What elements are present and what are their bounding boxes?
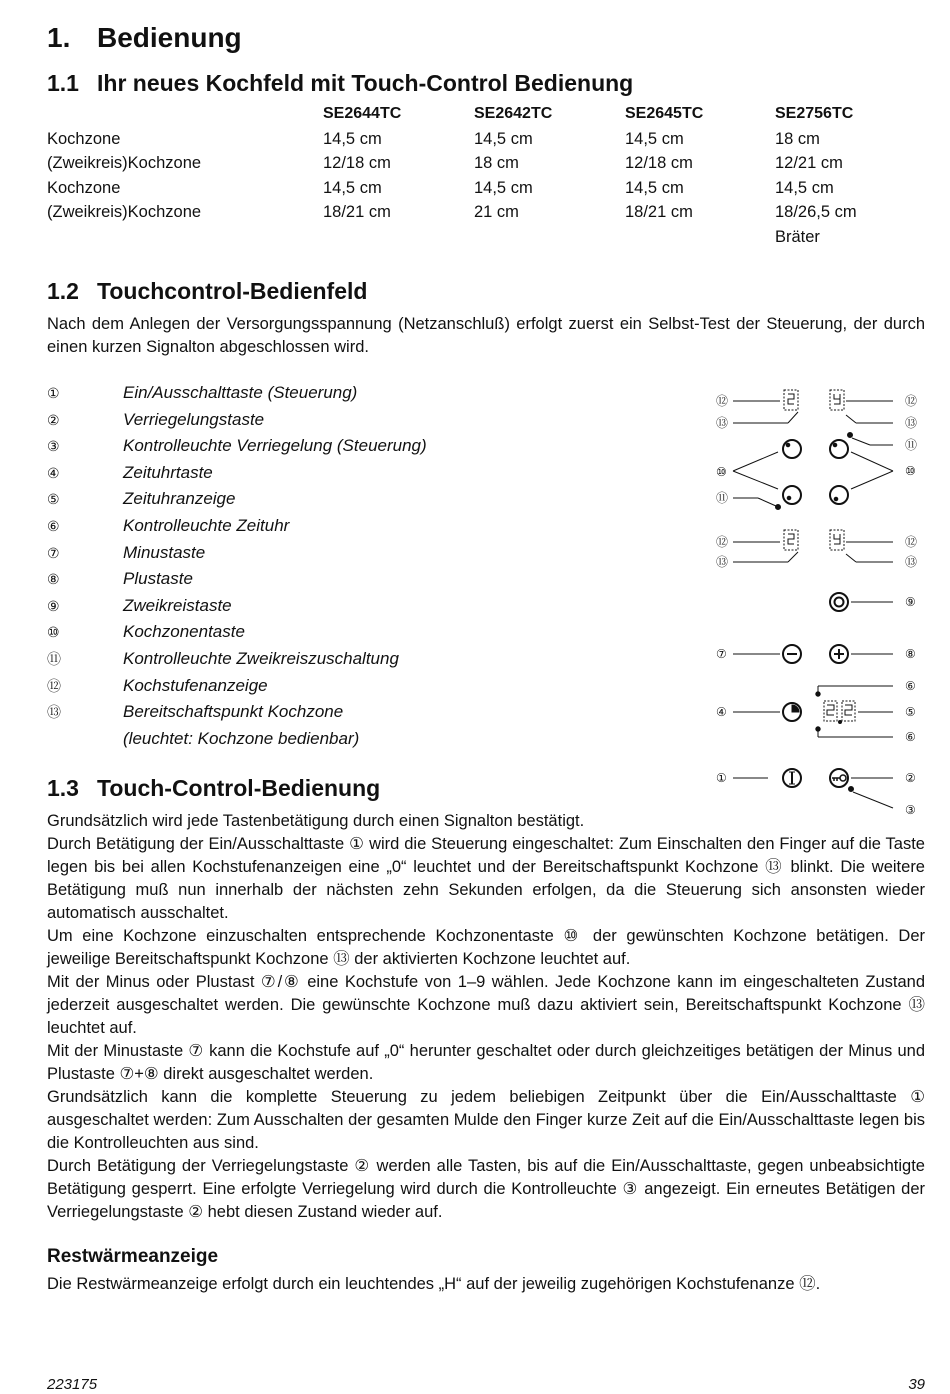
diagram-label-13: ⑬ — [905, 416, 918, 430]
spec-cell: 21 cm — [474, 203, 519, 222]
legend-number: ⑩ — [47, 624, 60, 641]
spec-row — [47, 154, 925, 179]
body-paragraph: Um eine Kochzone einzuschalten entsprechende Kochzonentaste ⑩ der gewünschten Kochzone betätigen. Der jeweilige Bereitschaftspunkt Kochzone ⑬ der aktivierten Kochzone leuchtet auf. — [47, 927, 925, 968]
spec-cell: 12/18 cm — [625, 154, 693, 173]
cooking-level-display-icon — [830, 530, 844, 550]
legend-item — [47, 699, 427, 726]
legend-item — [47, 726, 427, 753]
diagram-label-11: ⑪ — [716, 491, 729, 505]
legend-number: ⑪ — [47, 650, 61, 667]
spec-cell: 14,5 cm — [775, 178, 834, 197]
spec-cell: 14,5 cm — [474, 129, 533, 148]
legend-number: ② — [47, 411, 60, 428]
spec-cell: 14,5 cm — [323, 178, 382, 197]
spec-header-cell — [47, 105, 323, 130]
legend-text: (leuchtet: Kochzone bedienbar) — [123, 728, 360, 748]
legend-number: ⑫ — [47, 677, 61, 694]
cooking-zone-button-icon — [830, 486, 848, 504]
diagram-label-7: ⑦ — [716, 647, 727, 661]
body-paragraph: Durch Betätigung der Verriegelungstaste ② werden alle Tasten, bis auf die Ein/Ausschalttaste, gegen unbeabsichtigte Betätigung gesperrt. Eine erfolgte Verriegelung wird durch die Kontrolleuchte ③ angezeigt. Ein erneutes Betätigen der Verriegelungstaste ② hebt diesen Zustand wieder auf. — [47, 1157, 925, 1221]
legend-item — [47, 566, 427, 593]
body-paragraph: Grundsätzlich wird jede Tastenbetätigung durch einen Signalton bestätigt. — [47, 812, 585, 830]
diagram-label-3: ③ — [905, 803, 916, 817]
spec-row — [47, 130, 925, 155]
spec-header-cell: SE2645TC — [625, 105, 704, 122]
spec-cell: Bräter — [775, 227, 820, 246]
spec-cell: 14,5 cm — [625, 178, 684, 197]
cooking-level-display-icon — [830, 390, 844, 410]
spec-cell — [474, 228, 625, 253]
legend-text: Bereitschaftspunkt Kochzone — [123, 702, 344, 722]
diagram-label-6: ⑥ — [905, 679, 916, 693]
legend-item — [47, 619, 427, 646]
spec-cell: Kochzone — [47, 178, 121, 197]
spec-cell: 14,5 cm — [323, 129, 382, 148]
legend-text: Kochzonentaste — [123, 622, 245, 642]
diagram-label-12: ⑫ — [905, 535, 918, 549]
legend-item — [47, 380, 427, 407]
body-paragraph: Grundsätzlich kann die komplette Steuerung zu jedem beliebigen Zeitpunkt über die Ein/Ausschalttaste ① ausgeschaltet werden: Zum Ausschalten der gesamten Mulde den Finger kurze Zeit auf die Ein/Ausschalttaste legen bis die Kontrolleuchten aus sind. — [47, 1088, 925, 1152]
spec-header-cell: SE2644TC — [323, 105, 402, 122]
legend-text: Minustaste — [123, 542, 206, 562]
legend-text: Plustaste — [123, 569, 193, 589]
legend-number: ④ — [47, 464, 60, 481]
section-number: 1.1 — [47, 70, 79, 96]
spec-cell — [625, 228, 775, 253]
section-1-heading — [47, 22, 242, 54]
legend-number: ⑦ — [47, 544, 60, 561]
spec-row — [47, 228, 925, 253]
legend-number: ⑤ — [47, 491, 60, 508]
legend-text: Verriegelungstaste — [123, 409, 265, 429]
section-number: 1.3 — [47, 775, 79, 801]
spec-cell — [47, 228, 323, 253]
diagram-label-6: ⑥ — [905, 730, 916, 744]
section-title: Bedienung — [97, 22, 242, 53]
legend-text: Kontrolleuchte Zeituhr — [123, 515, 290, 535]
spec-cell: 18 cm — [775, 129, 820, 148]
dual-circuit-button-icon — [830, 593, 848, 611]
section-1-1-heading — [47, 70, 633, 97]
diagram-label-5: ⑤ — [905, 705, 916, 719]
body-paragraph: Mit der Minustaste ⑦ kann die Kochstufe auf „0“ herunter geschaltet oder durch gleichzeitiges betätigen der Minus und Plustaste ⑦+⑧ direkt ausgeschaltet werden. — [47, 1042, 925, 1083]
legend-text: Ein/Ausschalttaste (Steuerung) — [123, 383, 358, 402]
spec-cell: Kochzone — [47, 129, 121, 148]
restwaerme-text: Die Restwärmeanzeige erfolgt durch ein leuchtendes „H“ auf der jeweilig zugehörigen Kochstufenanze ⑫. — [47, 1275, 821, 1293]
restwaerme-heading: Restwärmeanzeige — [47, 1246, 219, 1267]
timer-display-icon — [842, 701, 855, 721]
indicator-dot — [776, 505, 781, 510]
diagram-label-4: ④ — [716, 705, 727, 719]
legend-item — [47, 673, 427, 700]
lock-indicator-dot — [849, 787, 854, 792]
spec-header-cell: SE2756TC — [775, 105, 854, 122]
legend-text: Zeituhrtaste — [123, 462, 213, 482]
body-paragraph: Mit der Minus oder Plustast ⑦/⑧ eine Kochstufe von 1–9 wählen. Jede Kochzone kann im eingeschalteten Zustand jederzeit ausgeschaltet werden. Die gewünschte Kochzone muß dazu aktiviert sein, Bereitschaftspunkt Kochzone ⑬ leuchtet auf. — [47, 973, 925, 1037]
spec-cell: 18 cm — [474, 154, 519, 173]
spec-cell: 12/18 cm — [323, 154, 391, 173]
timer-indicator-dot — [816, 692, 820, 696]
spec-table — [47, 105, 925, 253]
diagram-label-12: ⑫ — [716, 394, 729, 408]
spec-cell: (Zweikreis)Kochzone — [47, 154, 202, 173]
legend-item — [47, 513, 427, 540]
diagram-label-13: ⑬ — [716, 555, 729, 569]
cooking-zone-button-icon — [830, 440, 848, 458]
page-number: 39 — [908, 1376, 925, 1393]
section-1-2-intro: Nach dem Anlegen der Versorgungsspannung (Netzanschluß) erfolgt zuerst ein Selbst-Test der Steuerung, der durch einen kurzen Signalton abgeschlossen wird. — [47, 315, 925, 356]
legend-number: ⑨ — [47, 597, 60, 614]
diagram-label-12: ⑫ — [716, 535, 729, 549]
spec-cell: 14,5 cm — [474, 178, 533, 197]
legend-text: Kontrolleuchte Verriegelung (Steuerung) — [123, 436, 427, 456]
section-number: 1.2 — [47, 278, 79, 304]
diagram-label-10: ⑩ — [716, 465, 727, 479]
legend-item — [47, 460, 427, 487]
spec-row — [47, 179, 925, 204]
control-legend — [47, 380, 427, 752]
section-title: Touchcontrol-Bedienfeld — [97, 278, 368, 304]
legend-item — [47, 593, 427, 620]
legend-item — [47, 407, 427, 434]
spec-cell: 18/21 cm — [323, 203, 391, 222]
section-1-2-heading — [47, 278, 367, 305]
cooking-level-display-icon — [784, 390, 798, 410]
diagram-label-13: ⑬ — [905, 555, 918, 569]
legend-number: ⑥ — [47, 517, 60, 534]
section-title: Ihr neues Kochfeld mit Touch-Control Bedienung — [97, 70, 634, 96]
section-1-3-heading — [47, 775, 380, 802]
spec-cell: (Zweikreis)Kochzone — [47, 203, 202, 222]
section-1-3-body — [47, 810, 925, 1224]
spec-row — [47, 203, 925, 228]
legend-number: ⑬ — [47, 704, 61, 721]
cooking-zone-button-icon — [783, 440, 801, 458]
spec-cell: 14,5 cm — [625, 129, 684, 148]
spec-cell — [323, 228, 474, 253]
legend-text: Kontrolleuchte Zweikreiszuschaltung — [123, 648, 399, 668]
legend-number: ③ — [47, 438, 60, 455]
legend-text: Zeituhranzeige — [123, 489, 236, 509]
document-number: 223175 — [47, 1376, 98, 1393]
section-number: 1. — [47, 22, 71, 53]
diagram-label-1: ① — [716, 771, 727, 785]
legend-number: ① — [47, 385, 60, 401]
legend-item — [47, 433, 427, 460]
legend-item — [47, 646, 427, 673]
spec-cell: 18/26,5 cm — [775, 203, 857, 222]
spec-header-row — [47, 105, 925, 130]
section-title: Touch-Control-Bedienung — [97, 775, 381, 801]
legend-text: Kochstufenanzeige — [123, 675, 268, 695]
diagram-label-11: ⑪ — [905, 438, 918, 452]
legend-text: Zweikreistaste — [123, 595, 232, 615]
indicator-dot — [848, 433, 853, 438]
diagram-label-12: ⑫ — [905, 394, 918, 408]
spec-cell: 18/21 cm — [625, 203, 693, 222]
diagram-label-13: ⑬ — [716, 416, 729, 430]
spec-cell: 12/21 cm — [775, 154, 843, 173]
legend-number: ⑧ — [47, 571, 60, 588]
legend-item — [47, 486, 427, 513]
body-paragraph: Durch Betätigung der Ein/Ausschalttaste ① wird die Steuerung eingeschaltet: Zum Einschalten den Finger auf die Taste legen bis bei allen Kochstufenanzeigen eine „0“ leuchtet und der Bereitschaftspunkt Kochzone ⑬ blinkt. Die weitere Betätigung muß nun innerhalb der nächsten zehn Sekunden erfolgen, da die Steuerung sich ansonsten wieder automatisch ausschaltet. — [47, 835, 925, 922]
spec-header-cell: SE2642TC — [474, 105, 553, 122]
diagram-label-9: ⑨ — [905, 595, 916, 609]
control-panel-diagram — [700, 378, 930, 822]
cooking-zone-button-icon — [783, 486, 801, 504]
timer-indicator-dot — [816, 727, 820, 731]
timer-display-icon — [824, 701, 837, 721]
legend-item — [47, 540, 427, 567]
diagram-label-2: ② — [905, 771, 916, 785]
diagram-label-10: ⑩ — [905, 464, 916, 478]
diagram-label-8: ⑧ — [905, 647, 916, 661]
cooking-level-display-icon — [784, 530, 798, 550]
